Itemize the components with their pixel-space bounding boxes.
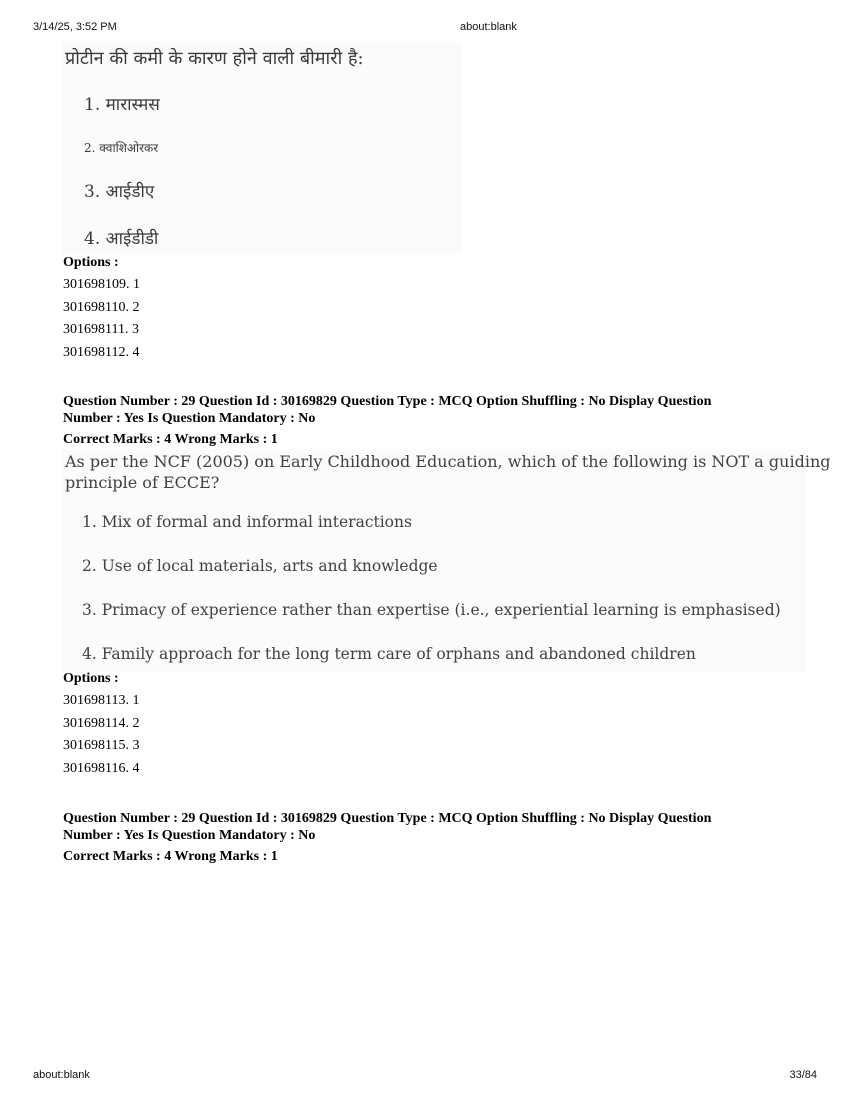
print-url: about:blank — [460, 21, 517, 33]
print-datetime: 3/14/25, 3:52 PM — [33, 21, 117, 33]
print-footer — [33, 1069, 817, 1083]
option-4: 4. आईडीडी — [84, 229, 159, 249]
options-label: Options : — [63, 255, 119, 270]
print-header — [33, 21, 817, 35]
hindi-question-image — [62, 42, 462, 254]
page-number: 33/84 — [789, 1069, 817, 1081]
question-meta-line: Question Number : 29 Question Id : 30169829 Question Type : MCQ Option Shuffling : No Display Question — [63, 394, 712, 409]
option-1: 1. Mix of formal and informal interactions — [82, 513, 412, 531]
option-id: 301698116. 4 — [63, 761, 140, 776]
options-label: Options : — [63, 671, 119, 686]
question-text-line: principle of ECCE? — [65, 473, 220, 492]
question-meta — [63, 810, 793, 865]
option-2: 2. Use of local materials, arts and knowledge — [82, 557, 438, 575]
option-id: 301698115. 3 — [63, 738, 140, 753]
option-3: 3. Primacy of experience rather than expertise (i.e., experiential learning is emphasised) — [82, 601, 781, 619]
question-meta-line: Question Number : 29 Question Id : 30169829 Question Type : MCQ Option Shuffling : No Display Question — [63, 811, 712, 826]
option-2: 2. क्वाशिओरकर — [84, 141, 159, 155]
question-marks: Correct Marks : 4 Wrong Marks : 1 — [63, 849, 278, 864]
english-question-image — [62, 450, 831, 672]
question-meta-line: Number : Yes Is Question Mandatory : No — [63, 411, 316, 426]
option-id: 301698113. 1 — [63, 693, 140, 708]
option-id: 301698112. 4 — [63, 345, 140, 360]
option-id: 301698114. 2 — [63, 716, 140, 731]
question-marks: Correct Marks : 4 Wrong Marks : 1 — [63, 432, 278, 447]
question-text-line: As per the NCF (2005) on Early Childhood Education, which of the following is NOT a guiding — [65, 452, 831, 471]
question-meta — [63, 393, 793, 448]
option-id: 301698110. 2 — [63, 300, 140, 315]
question-meta-line: Number : Yes Is Question Mandatory : No — [63, 828, 316, 843]
option-1: 1. मारास्मस — [84, 95, 160, 115]
option-id: 301698109. 1 — [63, 277, 140, 292]
question-text: प्रोटीन की कमी के कारण होने वाली बीमारी है: — [65, 48, 364, 69]
option-id: 301698111. 3 — [63, 322, 139, 337]
footer-url: about:blank — [33, 1069, 90, 1081]
option-4: 4. Family approach for the long term care of orphans and abandoned children — [82, 645, 696, 663]
option-3: 3. आईडीए — [84, 182, 155, 202]
